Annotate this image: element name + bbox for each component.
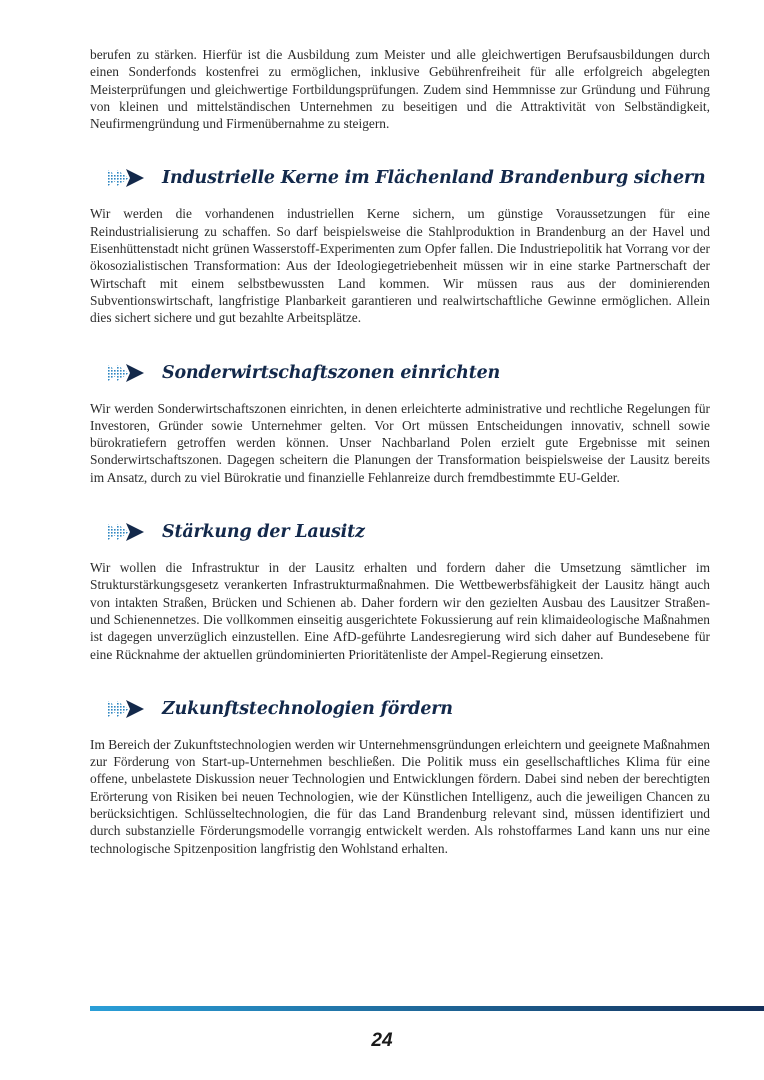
section-zukunftstechnologien <box>90 696 710 857</box>
section-heading <box>90 696 710 722</box>
document-page <box>90 46 710 857</box>
page-number: 24 <box>371 1030 393 1051</box>
footer-gradient-rule <box>90 1006 764 1011</box>
section-paragraph: Wir werden Sonderwirtschaftszonen einrichten, in denen erleichterte administrative und rechtliche Regelungen für Investoren, Gründer sowie Unternehmer gelten. Vor Ort müssen Entscheidungen innovativ, schnell sowie bürokratiefern getroffen werden können. Unser Nachbarland Polen erzielt gute Ergebnisse mit seinen Sonderwirtschaftszonen. Dagegen scheitern die Planungen der Transformation beispielsweise der Lausitz bereits im Ansatz, durch zu viel Bürokratie und finanzielle Fehlanreize durch fremdbestimmte EU-Gelder. <box>90 400 710 485</box>
intro-paragraph: berufen zu stärken. Hierfür ist die Ausbildung zum Meister und alle gleichwertigen Berufsausbildungen durch einen Sonderfonds kostenfrei zu ermöglichen, inklusive Gebührenfreiheit für alle erfolgreich abgelegten Meisterprüfungen und gleichwertige Fortbildungsprüfungen. Zudem sind Hemmnisse zur Gründung und Führung von kleinen und mittelständischen Unternehmen zu beseitigen und die Attraktivität von Selbständigkeit, Neufirmengründung und Firmenübernahme zu steigern. <box>90 47 710 132</box>
section-sonderwirtschaftszonen <box>90 360 710 486</box>
triple-arrow-icon <box>108 523 144 541</box>
section-heading <box>90 360 710 386</box>
section-heading <box>90 519 710 545</box>
section-paragraph: Im Bereich der Zukunftstechnologien werden wir Unternehmensgründungen erleichtern und geeignete Maßnahmen zur Förderung von Start-up-Unternehmen beschließen. Die Politik muss ein gesellschaftliches Klima für eine offene, unbelastete Diskussion neuer Technologien und Entwicklungen fördern. Dabei sind neben der berechtigten Erörterung von Risiken bei neuen Technologien, wie der Künstlichen Intelligenz, auch die jeweiligen Chancen zu berücksichtigen. Schlüsseltechnologien, die für das Land Brandenburg relevant sind, müssen identifiziert und durch substanzielle Förderungsmodelle vorrangig entwickelt werden. Als rohstoffarmes Land kann uns nur eine technologische Spitzenposition langfristig den Wohlstand erhalten. <box>90 736 710 856</box>
triple-arrow-icon <box>108 364 144 382</box>
triple-arrow-icon <box>108 169 144 187</box>
section-industrielle-kerne <box>90 165 710 326</box>
section-title: Sonderwirtschaftszonen einrichten <box>162 362 501 383</box>
section-paragraph: Wir werden die vorhandenen industriellen Kerne sichern, um günstige Voraussetzungen für eine Reindustrialisierung zu schaffen. So darf beispielsweise die Stahlproduktion in Brandenburg an der Havel und Eisenhüttenstadt nicht grünen Wasserstoff-Experimenten zum Opfer fallen. Die Industriepolitik hat Vorrang vor der ökosozialistischen Transformation: Aus der Ideologiegetriebenheit müssen wir in eine starke Partnerschaft der Wirtschaft mit einem selbstbewussten Land kommen. Wir müssen raus aus der dominierenden Subventionswirtschaft, langfristige Planbarkeit garantieren und realwirtschaftliche Gewinne ermöglichen. Allein dies sichert sichere und gut bezahlte Arbeitsplätze. <box>90 206 710 326</box>
section-title: Zukunftstechnologien fördern <box>162 698 453 719</box>
section-title: Industrielle Kerne im Flächenland Brandenburg sichern <box>162 168 706 189</box>
section-staerkung-lausitz <box>90 519 710 663</box>
section-heading <box>90 165 710 191</box>
section-paragraph: Wir wollen die Infrastruktur in der Lausitz erhalten und fordern daher die Umsetzung sämtlicher im Strukturstärkungsgesetz verankerten Infrastrukturmaßnahmen. Die Wettbewerbsfähigkeit der Lausitz hängt auch von intakten Straßen, Brücken und Schienen ab. Daher fordern wir den gezielten Ausbau des Lausitzer Straßen- und Schienennetzes. Die vollkommen einseitig ausgerichtete Fokussierung auf rein klimaideologische Maßnahmen ist dagegen unverzüglich einzustellen. Eine AfD-geführte Landesregierung wird sich daher auf Bundesebene für eine Rücknahme der aktuellen gründominierten Prioritätenliste der Ampel-Regierung einsetzen. <box>90 560 710 662</box>
section-title: Stärkung der Lausitz <box>162 522 365 543</box>
triple-arrow-icon <box>108 700 144 718</box>
